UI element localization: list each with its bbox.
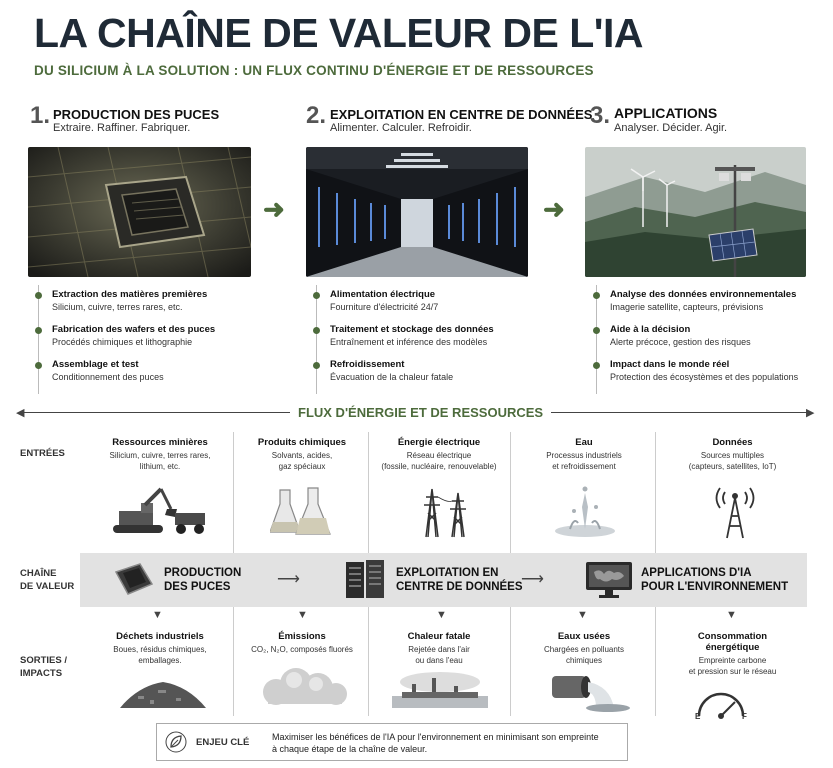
monitor-map-icon (584, 560, 634, 605)
stage-1-title: PRODUCTION DES PUCES (53, 107, 220, 122)
input-donnees: Données Sources multiples (capteurs, satellites, IoT) (688, 437, 777, 471)
input-energie-electrique: Énergie électrique Réseau électrique (fossile, nucléaire, renouvelable) (381, 437, 497, 471)
arrow-right-icon: ➜ (543, 194, 565, 224)
gauge-empty-label: E (695, 712, 701, 721)
stage-2-bullets (310, 289, 560, 394)
list-item: Fabrication des wafers et des puces Procédés chimiques et lithographie (32, 324, 282, 347)
stage-3-number: 3. (590, 102, 611, 129)
output-dechets: Déchets industriels Boues, résidus chimiques, emballages. (113, 631, 207, 665)
power-pylon-icon (408, 483, 474, 544)
arrow-right-icon: ▶ (806, 407, 815, 419)
stage-3-subtitle: Analyser. Décider. Agir. (614, 122, 728, 134)
smoke-cloud-icon (256, 662, 352, 711)
key-label: ENJEU CLÉ (196, 737, 250, 748)
page-title: LA CHAÎNE DE VALEUR DE L'IA (34, 10, 643, 56)
input-produits-chimiques: Produits chimiques Solvants, acides, gaz spéciaux (257, 437, 347, 471)
list-item: Aide à la décision Alerte précoce, gestion des risques (590, 324, 820, 347)
arrow-down-icon: ▼ (436, 609, 447, 621)
chip-photo (28, 147, 251, 277)
stage-1-subtitle: Extraire. Raffiner. Fabriquer. (53, 122, 191, 134)
drain-pipe-icon (548, 668, 632, 717)
stage-1-bullets (32, 289, 282, 394)
arrow-right-icon: ⟶ (521, 571, 544, 588)
stage-3-title: APPLICATIONS (614, 105, 718, 121)
server-rack-icon (344, 558, 388, 605)
water-splash-icon (552, 483, 618, 544)
chain-step-1: PRODUCTION DES PUCES (164, 567, 242, 593)
key-text: Maximiser les bénéfices de l'IA pour l'environnement en minimisant son empreinte à chaque étape de la chaîne de valeur. (272, 732, 599, 754)
waste-pile-icon (118, 678, 208, 715)
input-ressources-minieres: Ressources minières Silicium, cuivre, terres rares, lithium, etc. (109, 437, 211, 471)
arrow-left-icon: ◀ (16, 407, 25, 419)
gauge-icon (693, 684, 749, 727)
gauge-full-label: F (742, 712, 747, 721)
list-item: Refroidissement Évacuation de la chaleur fatale (310, 359, 560, 382)
list-item: Traitement et stockage des données Entraînement et inférence des modèles (310, 324, 560, 347)
stage-2-title: EXPLOITATION EN CENTRE DE DONNÉES (330, 107, 593, 122)
environment-photo (585, 147, 806, 277)
arrow-right-icon: ➜ (263, 194, 285, 224)
flask-icon (270, 486, 334, 543)
excavator-icon (105, 485, 211, 542)
list-item: Assemblage et test Conditionnement des puces (32, 359, 282, 382)
row-label-entrees: ENTRÉES (20, 448, 65, 459)
row-label-sorties: SORTIES / IMPACTS (20, 655, 67, 679)
output-consommation: Consommation énergétique Empreinte carbone et pression sur le réseau (688, 631, 777, 676)
stage-3-bullets (590, 289, 820, 394)
heat-industry-icon (392, 668, 488, 713)
page-subtitle: DU SILICIUM À LA SOLUTION : UN FLUX CONTINU D'ÉNERGIE ET DE RESSOURCES (34, 63, 594, 78)
stage-2-number: 2. (306, 102, 327, 129)
flux-label: FLUX D'ÉNERGIE ET DE RESSOURCES (290, 405, 551, 420)
stage-2-subtitle: Alimenter. Calculer. Refroidir. (330, 122, 472, 134)
arrow-down-icon: ▼ (577, 609, 588, 621)
arrow-right-icon: ⟶ (277, 571, 300, 588)
output-emissions: Émissions CO₂, N₂O, composés fluorés (251, 631, 353, 654)
list-item: Impact dans le monde réel Protection des écosystèmes et des populations (590, 359, 820, 382)
arrow-down-icon: ▼ (726, 609, 737, 621)
stage-1-number: 1. (30, 102, 51, 129)
list-item: Alimentation électrique Fourniture d'électricité 24/7 (310, 289, 560, 312)
leaf-icon (165, 731, 187, 758)
list-item: Extraction des matières premières Silicium, cuivre, terres rares, etc. (32, 289, 282, 312)
output-eaux-usees: Eaux usées Chargées en polluants chimiques (543, 631, 625, 665)
datacenter-photo (306, 147, 528, 277)
antenna-icon (710, 484, 760, 545)
list-item: Analyse des données environnementales Imagerie satellite, capteurs, prévisions (590, 289, 820, 312)
output-chaleur: Chaleur fatale Rejetée dans l'air ou dans l'eau (407, 631, 471, 665)
chain-step-3: APPLICATIONS D'IA POUR L'ENVIRONNEMENT (641, 567, 789, 593)
chip-icon (108, 558, 158, 607)
chain-step-2: EXPLOITATION EN CENTRE DE DONNÉES (396, 567, 523, 593)
row-label-chaine: CHAÎNE DE VALEUR (20, 568, 75, 592)
arrow-down-icon: ▼ (297, 609, 308, 621)
input-eau: Eau Processus industriels et refroidissement (546, 437, 622, 471)
arrow-down-icon: ▼ (152, 609, 163, 621)
